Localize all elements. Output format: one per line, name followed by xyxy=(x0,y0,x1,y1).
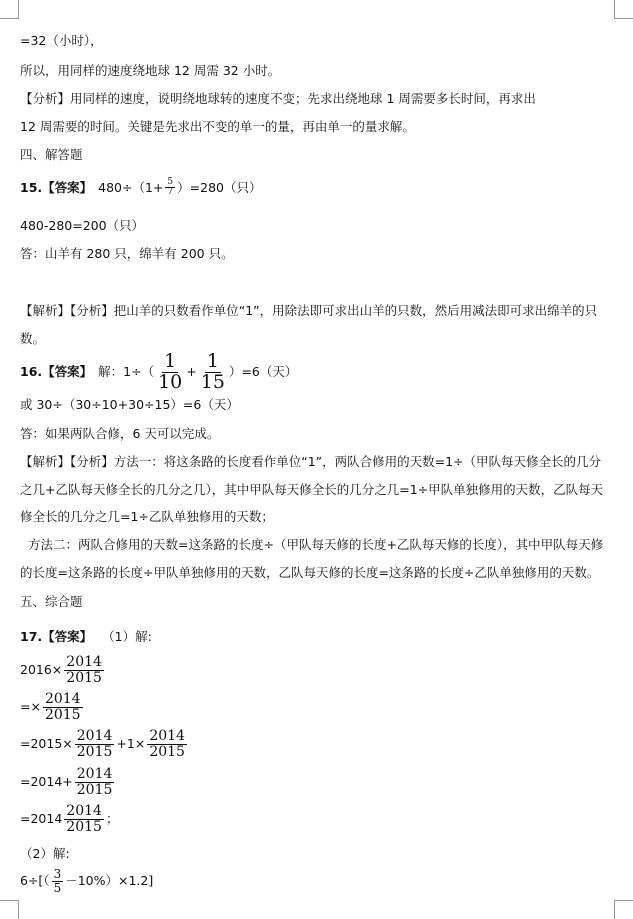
q17-tag: 17.【答案】 xyxy=(20,629,93,644)
text-line: 480-280=200（只） xyxy=(20,218,145,233)
analysis-line: 【解析】【分析】把山羊的只数看作单位“1”，用除法即可求出山羊的只数，然后用减法即可求出绵羊的只 xyxy=(20,303,598,318)
fraction-2014-2015: $\frac{2014}{2015}$ xyxy=(149,728,185,760)
text-line: =32（小时）， xyxy=(20,33,103,48)
fraction-1-15: $\frac{1}{15}$ xyxy=(200,350,225,393)
math-step: =2015× $\frac{2014}{2015}$ +1× $\frac{2014}{2015}$ xyxy=(20,728,185,760)
fraction-1-10: $\frac{1}{10}$ xyxy=(158,350,183,393)
q17-part1: （1）解: xyxy=(102,629,152,644)
page-corner-mark xyxy=(614,900,633,919)
analysis-line: 12 周需要的时间。关键是先求出不变的单一的量，再由单一的量求解。 xyxy=(20,119,415,134)
analysis-line: 数。 xyxy=(20,331,46,346)
fraction-5-7: $\frac{5}{7}$ xyxy=(167,177,174,198)
fraction-2014-2015: $\frac{2014}{2015}$ xyxy=(76,728,113,760)
page-corner-mark xyxy=(614,0,633,19)
section-heading-4: 四、解答题 xyxy=(20,147,83,162)
math-step: 2016× $\frac{2014}{2015}$ xyxy=(20,654,102,686)
analysis-line: 【解析】【分析】方法一：将这条路的长度看作单位“1”，两队合修用的天数=1÷（甲队每天修全长的几分 xyxy=(20,454,602,469)
analysis-line: 方法二：两队合修用的天数=这条路的长度÷（甲队每天修的长度+乙队每天修的长度），其中甲队每天修 xyxy=(28,537,604,552)
analysis-line: 修全长的几分之几=1÷乙队单独修用的天数； xyxy=(20,509,274,524)
q15-expr-post: ）=280（只） xyxy=(177,179,262,195)
q16-expr-pre: 解：1÷（ xyxy=(98,364,155,380)
fraction-2014-2015: $\frac{2014}{2015}$ xyxy=(66,654,102,686)
fraction-3-5: $\frac{3}{5}$ xyxy=(53,867,62,895)
q16-expr-post: ）=6（天） xyxy=(228,364,298,380)
section-heading-5: 五、综合题 xyxy=(20,594,83,609)
fraction-2014-2015: $\frac{2014}{2015}$ xyxy=(66,803,102,835)
q17-part2: （2）解: xyxy=(20,846,70,861)
q16-answer-line xyxy=(20,352,297,393)
q15-tag: 15.【答案】 xyxy=(20,179,93,195)
fraction-2014-2015: $\frac{2014}{2015}$ xyxy=(44,691,81,723)
q15-answer-line xyxy=(20,178,262,198)
text-line: 答：如果两队合修，6 天可以完成。 xyxy=(20,426,220,441)
fraction-2014-2015: $\frac{2014}{2015}$ xyxy=(76,766,113,798)
page-corner-mark xyxy=(0,900,19,919)
analysis-line: 的长度=这条路的长度÷甲队单独修用的天数，乙队每天修的长度=这条路的长度÷乙队单独修用的天数。 xyxy=(20,565,600,580)
math-step: =× $\frac{2014}{2015}$ xyxy=(20,691,81,723)
q15-expr-pre: 480÷（1+ xyxy=(98,179,164,195)
math-step: =2014 $\frac{2014}{2015}$ ； xyxy=(20,803,119,835)
text-line: 所以，用同样的速度绕地球 12 周需 32 小时。 xyxy=(20,63,281,78)
page-corner-mark xyxy=(0,0,19,19)
q17-answer-line xyxy=(20,629,152,645)
math-step: 6÷[（ $\frac{3}{5}$ －10%）×1.2] xyxy=(20,867,154,895)
q16-plus: + xyxy=(186,364,197,380)
text-line: 答：山羊有 280 只，绵羊有 200 只。 xyxy=(20,246,234,261)
analysis-line: 【分析】用同样的速度，说明绕地球转的速度不变；先求出绕地球 1 周需要多长时间，再求出 xyxy=(20,91,536,106)
analysis-line: 之几+乙队每天修全长的几分之几），其中甲队每天修全长的几分之几=1÷甲队单独修用的天数，乙队每天 xyxy=(20,482,604,497)
q16-tag: 16.【答案】 xyxy=(20,364,93,380)
text-line: 或 30÷（30÷10+30÷15）=6（天） xyxy=(20,397,239,412)
math-step: =2014+ $\frac{2014}{2015}$ xyxy=(20,766,113,798)
